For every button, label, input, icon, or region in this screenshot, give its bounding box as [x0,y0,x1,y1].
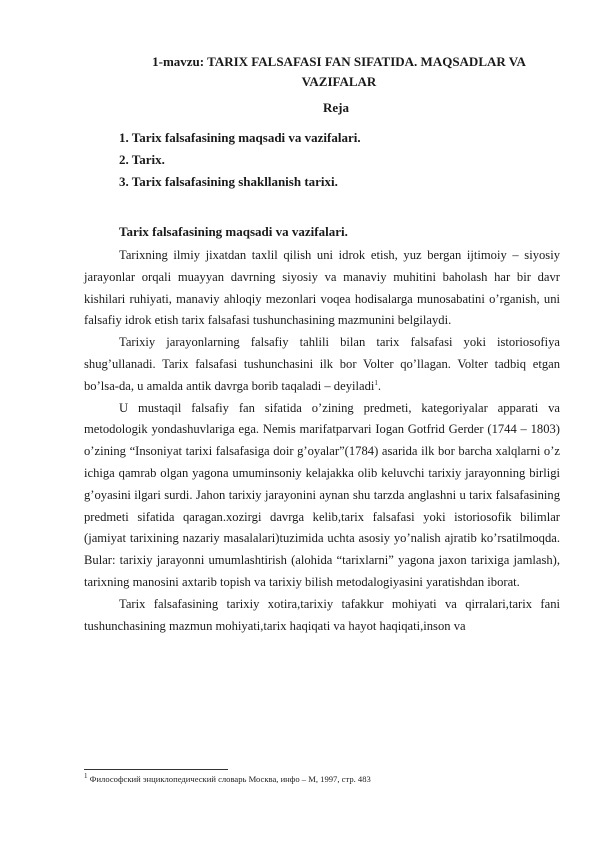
footnote-number: 1 [84,772,88,781]
footnote [84,774,371,784]
body-text [84,245,560,637]
paragraph-4: Tarix falsafasining tarixiy xotira,tarixiy tafakkur mohiyati va qirralari,tarix fani tushunchasining mazmun mohiyati,tarix haqiqati va hayot haqiqati,inson va [84,596,560,633]
paragraph-2-text: Tarixiy jarayonlarning falsafiy tahlili bilan tarix falsafasi yoki istoriosofiya shug’ullanadi. Tarix falsafasi tushunchasini ilk bor Volter qo’llagan. Volter tadbiq etgan bo’lsa-da, u amalda antik davrga borib taqaladi – deyiladi [84,335,560,393]
paragraph-1: Tarixning ilmiy jixatdan taxlil qilish uni idrok etish, yuz bergan ijtimoiy – siyosiy jarayonlar orqali muayyan davrning siyosiy va manaviy muhitini baholash har bir davr kishilari ruhiyati, manaviy ahloqiy mezonlari voqea hodisalarga munosabatini o’rganish, uni falsafiy idrok etish tarix falsafasi tushunchasining mazmunini belgilaydi. [84,248,560,328]
footnote-text: Философский энциклопедический словарь Москва, инфо – М, 1997, стр. 483 [89,774,371,784]
plan-item-1: 1. Tarix falsafasining maqsadi va vazifalari. [119,130,361,145]
page-title [84,52,594,92]
title-line-2: VAZIFALAR [301,74,377,89]
paragraph-3: U mustaqil falsafiy fan sifatida o’zining predmeti, kategoriyalar apparati va metodologik yondashuvlariga ega. Nemis marifatparvari Iogan Gotfrid Gerder (1744 – 1803) o’zining “Insoniyat tarixi falsafasiga doir g’oyalar”(1784) asarida ilk bor barcha xalqlarni o’z ichiga qamrab olgan yagona umuminsoniy kelajakka olib keluvchi tarixiy jarayonning birligi g’oyasini ilgari surdi. Jahon tarixiy jarayonini aynan shu tarzda anglashni u tarix falsafasining predmeti sifatida qaragan.xozirgi davrga kelib,tarix falsafasi yoki istoriosofik bilimlar (jamiyat tarixining nazariy masalalari)tuzimida uchta asosiy yo’nalish ajratib ko’rsatilmoqda. Bular: tarixiy jarayonni umumlashtirish (alohida “tarixlarni” yagona jaxon tarixiga jamlash), tarixning manosini axtarib topish va tarixiy bilish metodalogiyasini yaratishdan iborat. [84,400,560,589]
plan-item-3: 3. Tarix falsafasining shakllanish tarixi. [119,174,338,189]
title-line-1: 1-mavzu: TARIX FALSAFASI FAN SIFATIDA. MAQSADLAR VA [152,54,526,69]
footnote-divider [84,769,228,770]
plan-heading: Reja [323,100,349,115]
section-heading: Tarix falsafasining maqsadi va vazifalari. [119,224,348,239]
paragraph-2: Tarixiy jarayonlarning falsafiy tahlili bilan tarix falsafasi yoki istoriosofiya shug’ullanadi. Tarix falsafasi tushunchasini ilk bor Volter qo’llagan. Volter tadbiq etgan bo’lsa-da, u amalda antik davrga borib taqaladi – deyiladi$^1$. [84,335,560,393]
plan-list [119,127,361,193]
plan-item-2: 2. Tarix. [119,152,165,167]
footnote-reference: 1 [374,378,378,387]
